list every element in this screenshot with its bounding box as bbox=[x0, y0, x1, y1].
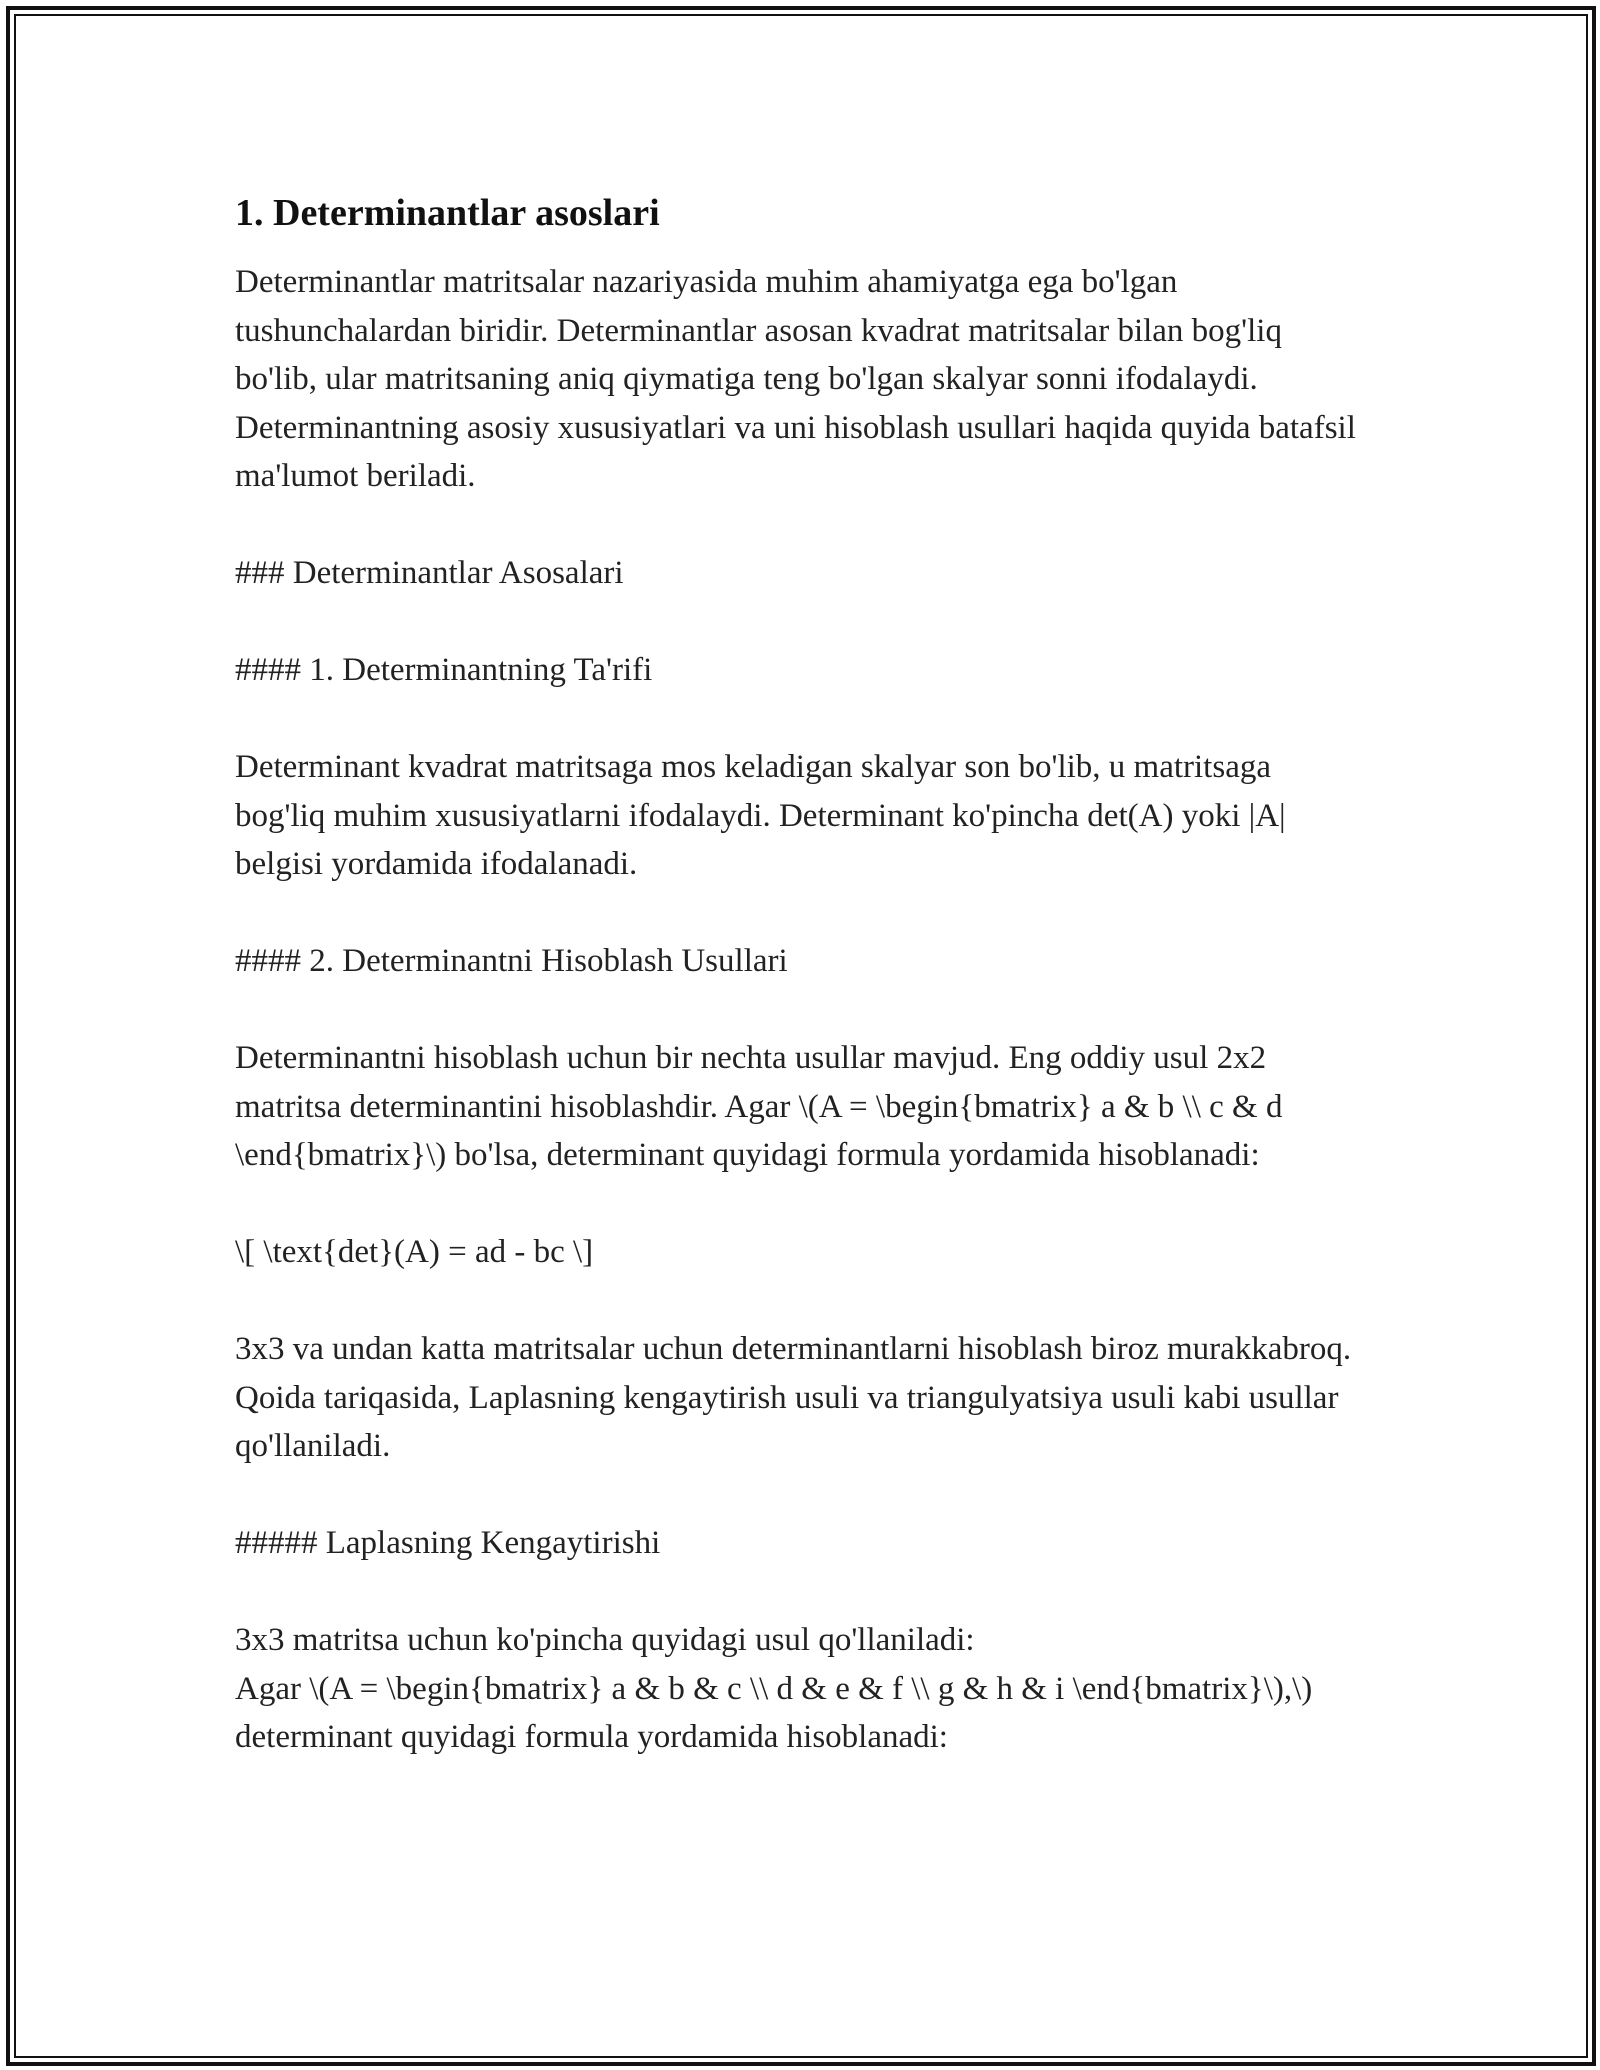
methods-paragraph: Determinantni hisoblash uchun bir nechta usullar mavjud. Eng oddiy usul 2x2 matritsa determinantini hisoblashdir. Agar \(A = \begin{bmatrix} a & b \\ c & d \end{bmatrix}\) bo'lsa, determinant quyidagi formula yordamida hisoblanadi: bbox=[235, 1040, 1283, 1173]
definition-paragraph: Determinant kvadrat matritsaga mos keladigan skalyar son bo'lib, u matritsaga bog'liq muhim xususiyatlarni ifodalaydi. Determinant ko'pincha det(A) yoki |A| belgisi yordamida ifodalanadi. bbox=[235, 749, 1286, 882]
document-title: 1. Determinantlar asoslari bbox=[235, 192, 660, 234]
formula-2x2: \[ \text{det}(A) = ad - bc \] bbox=[235, 1234, 594, 1270]
subsection-heading-tarifi: #### 1. Determinantning Ta'rifi bbox=[235, 652, 653, 688]
larger-matrices-paragraph: 3x3 va undan katta matritsalar uchun determinantlarni hisoblash biroz murakkabroq. Qoida tariqasida, Laplasning kengaytirish usuli va triangulyatsiya usuli kabi usullar qo'llaniladi. bbox=[235, 1331, 1352, 1464]
section-heading-determinantlar-asosalari: ### Determinantlar Asosalari bbox=[235, 555, 624, 591]
intro-paragraph: Determinantlar matritsalar nazariyasida muhim ahamiyatga ega bo'lgan tushunchalardan biridir. Determinantlar asosan kvadrat matritsalar bilan bog'liq bo'lib, ular matritsaning aniq qiymatiga teng bo'lgan skalyar sonni ifodalaydi. Determinantning asosiy xususiyatlari va uni hisoblash usullari haqida quyida batafsil ma'lumot beriladi. bbox=[235, 264, 1356, 494]
subsubsection-heading-laplas: ##### Laplasning Kengaytirishi bbox=[235, 1525, 661, 1561]
laplas-paragraph: 3x3 matritsa uchun ko'pincha quyidagi usul qo'llaniladi: Agar \(A = \begin{bmatrix} a & b & c \\ d & e & f \\ g & h & i \end{bmatrix}\),\) determinant quyidagi formula yordamida hisoblanadi: bbox=[235, 1622, 1313, 1755]
subsection-heading-hisoblash-usullari: #### 2. Determinantni Hisoblash Usullari bbox=[235, 943, 788, 979]
document-body bbox=[235, 188, 1365, 1762]
